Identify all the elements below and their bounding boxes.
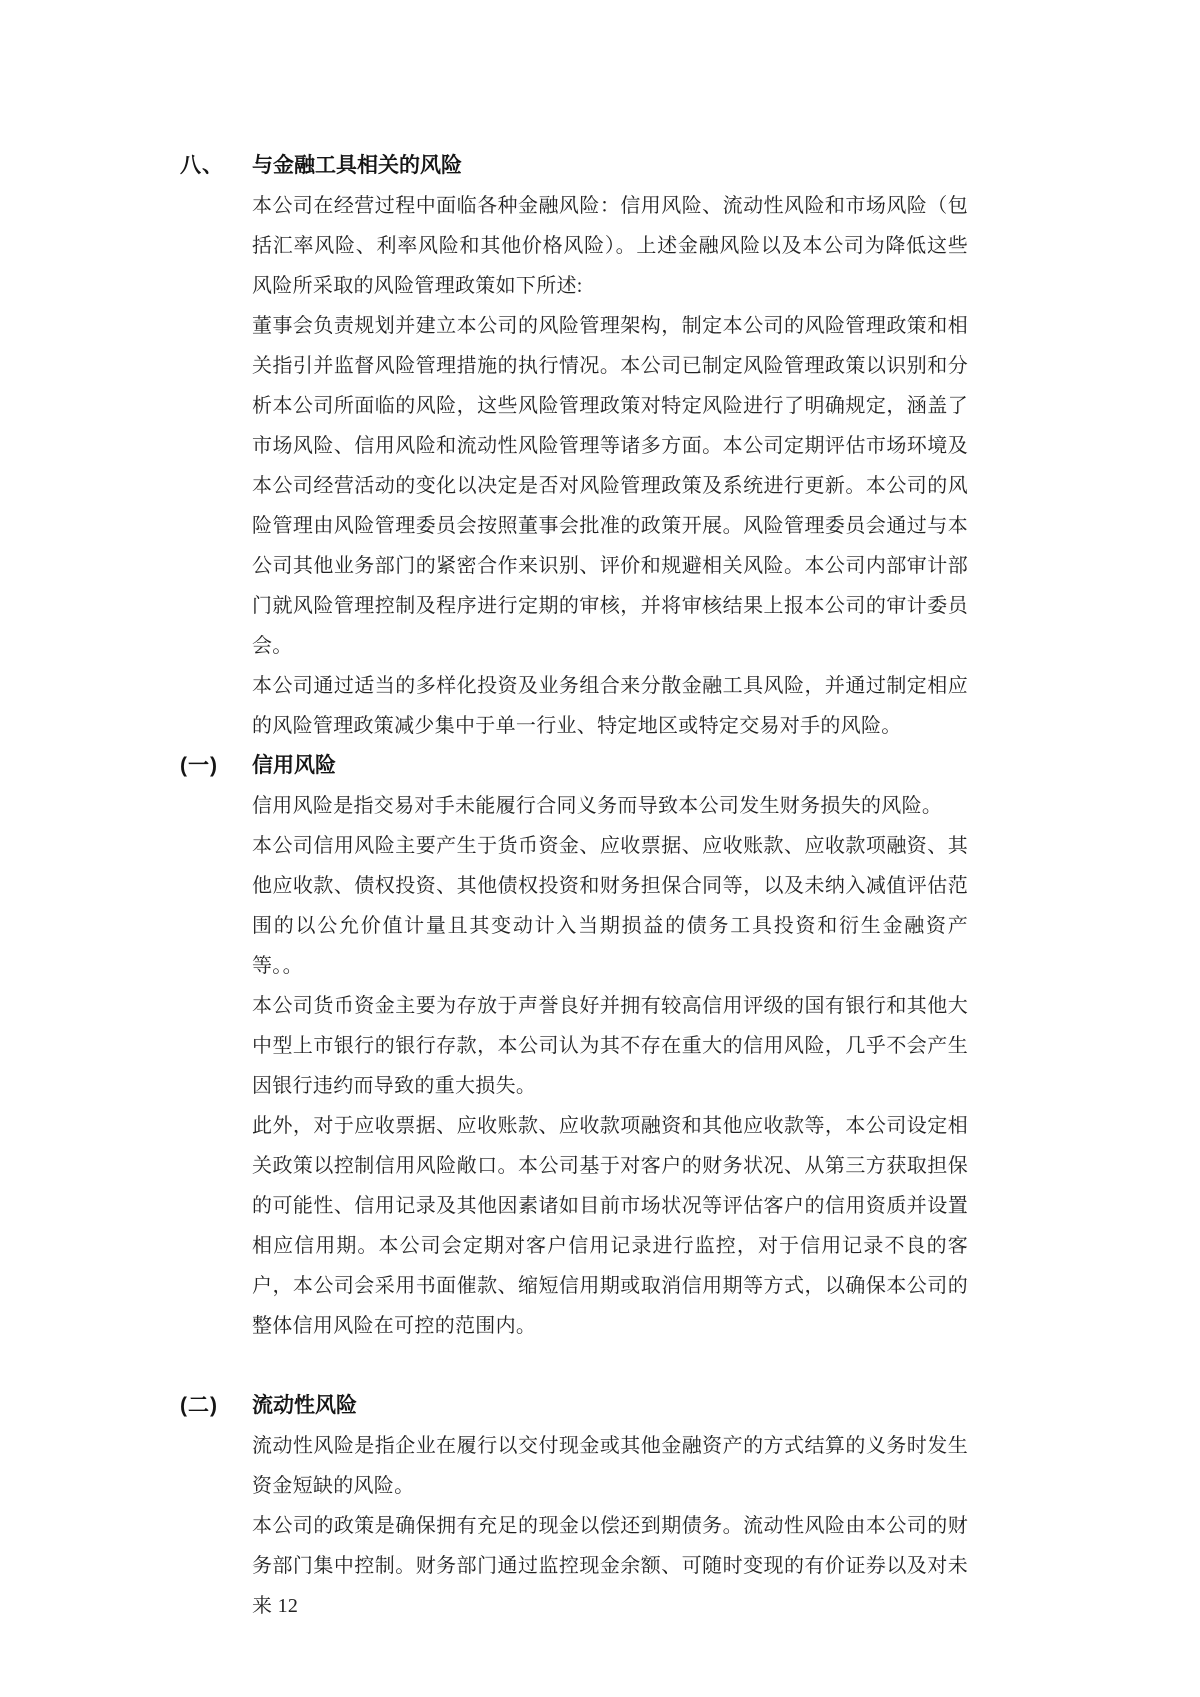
paragraph: 本公司信用风险主要产生于货币资金、应收票据、应收账款、应收款项融资、其他应收款、债权投资、其他债权投资和财务担保合同等，以及未纳入减值评估范围的以公允价值计量且其变动计入当期损益的债务工具投资和衍生金融资产等。。	[252, 835, 968, 977]
section-number: (二)	[180, 1394, 218, 1417]
paragraph: 本公司在经营过程中面临各种金融风险：信用风险、流动性风险和市场风险（包括汇率风险、利率风险和其他价格风险）。上述金融风险以及本公司为降低这些风险所采取的风险管理政策如下所述:	[252, 195, 968, 297]
document-content	[180, 146, 970, 1626]
paragraph: 信用风险是指交易对手未能履行合同义务而导致本公司发生财务损失的风险。	[252, 795, 943, 817]
paragraph: 流动性风险是指企业在履行以交付现金或其他金融资产的方式结算的义务时发生资金短缺的风险。	[252, 1435, 968, 1497]
paragraph: 此外，对于应收票据、应收账款、应收款项融资和其他应收款等，本公司设定相关政策以控制信用风险敞口。本公司基于对客户的财务状况、从第三方获取担保的可能性、信用记录及其他因素诸如目前市场状况等评估客户的信用资质并设置相应信用期。本公司会定期对客户信用记录进行监控，对于信用记录不良的客户，本公司会采用书面催款、缩短信用期或取消信用期等方式，以确保本公司的整体信用风险在可控的范围内。	[252, 1115, 968, 1337]
section-credit-risk	[180, 746, 970, 1346]
section-title: 信用风险	[252, 754, 336, 777]
paragraph: 董事会负责规划并建立本公司的风险管理架构，制定本公司的风险管理政策和相关指引并监督风险管理措施的执行情况。本公司已制定风险管理政策以识别和分析本公司所面临的风险，这些风险管理政策对特定风险进行了明确规定，涵盖了市场风险、信用风险和流动性风险管理等诸多方面。本公司定期评估市场环境及本公司经营活动的变化以决定是否对风险管理政策及系统进行更新。本公司的风险管理由风险管理委员会按照董事会批准的政策开展。风险管理委员会通过与本公司其他业务部门的紧密合作来识别、评价和规避相关风险。本公司内部审计部门就风险管理控制及程序进行定期的审核，并将审核结果上报本公司的审计委员会。	[252, 315, 968, 657]
section-title: 流动性风险	[252, 1394, 357, 1417]
paragraph: 本公司的政策是确保拥有充足的现金以偿还到期债务。流动性风险由本公司的财务部门集中控制。财务部门通过监控现金余额、可随时变现的有价证券以及对未来 12	[252, 1515, 968, 1617]
paragraph: 本公司通过适当的多样化投资及业务组合来分散金融工具风险，并通过制定相应的风险管理政策减少集中于单一行业、特定地区或特定交易对手的风险。	[252, 675, 968, 737]
section-heading	[180, 146, 970, 186]
section-number: 八、	[180, 154, 224, 177]
section-heading	[180, 1386, 970, 1426]
section-financial-instrument-risks	[180, 146, 970, 746]
section-heading	[180, 746, 970, 786]
section-liquidity-risk	[180, 1386, 970, 1626]
section-number: (一)	[180, 754, 218, 777]
paragraph: 本公司货币资金主要为存放于声誉良好并拥有较高信用评级的国有银行和其他大中型上市银行的银行存款，本公司认为其不存在重大的信用风险，几乎不会产生因银行违约而导致的重大损失。	[252, 995, 968, 1097]
section-title: 与金融工具相关的风险	[252, 154, 462, 177]
